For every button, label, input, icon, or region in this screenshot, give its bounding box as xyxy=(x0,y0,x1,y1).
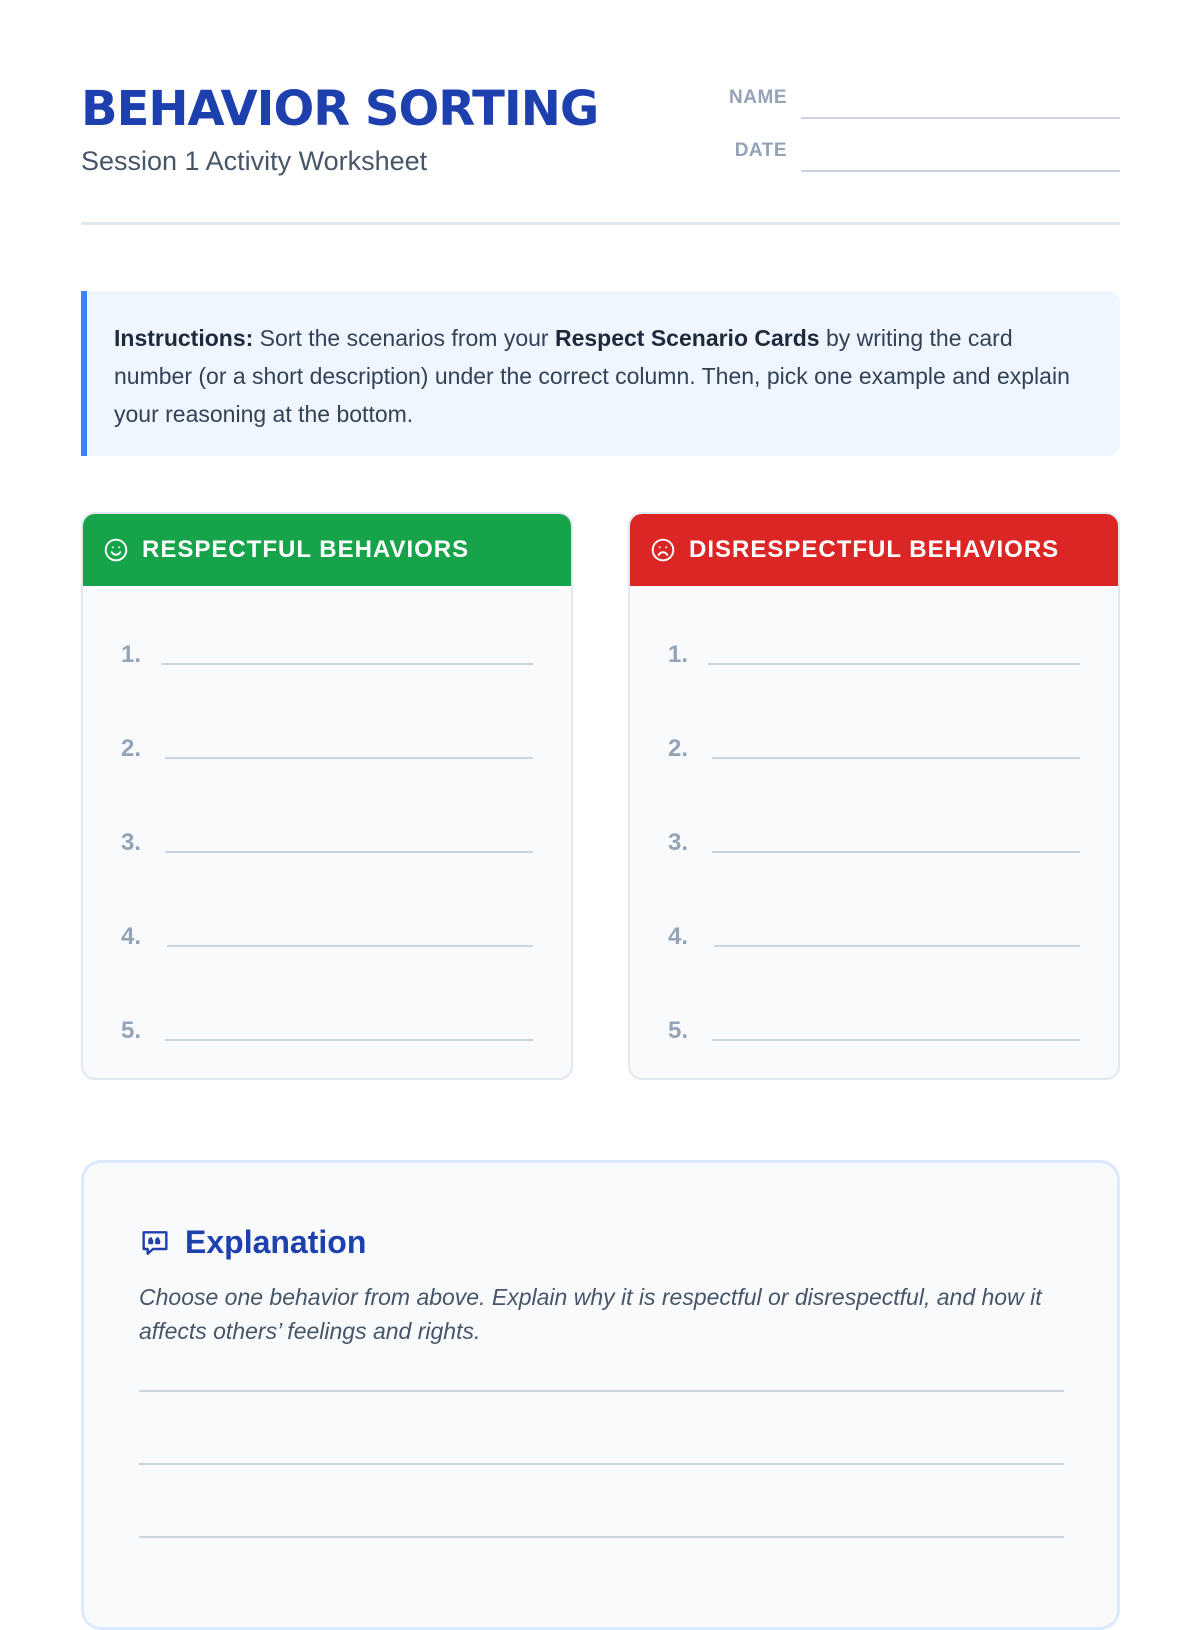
page-subtitle: Session 1 Activity Worksheet xyxy=(81,146,428,176)
disrespectful-column xyxy=(628,512,1120,1080)
item-number: 3. xyxy=(121,829,142,856)
instructions-text-after: by writing the card number (or a short description) under the correct column. Then, pick one example and explain your reasoning at the bottom. xyxy=(114,325,1070,427)
item-number: 3. xyxy=(668,829,689,856)
explanation-line[interactable] xyxy=(139,1390,1064,1392)
item-number: 5. xyxy=(668,1017,689,1044)
answer-line[interactable] xyxy=(708,663,1080,665)
list-item[interactable] xyxy=(668,724,1080,764)
disrespectful-header xyxy=(630,514,1118,586)
answer-line[interactable] xyxy=(714,945,1080,947)
name-label: NAME xyxy=(729,87,787,108)
instructions-emphasis: Respect Scenario Cards xyxy=(554,325,820,351)
answer-line[interactable] xyxy=(712,757,1080,759)
answer-line[interactable] xyxy=(165,1039,533,1041)
name-field[interactable] xyxy=(715,85,1120,121)
answer-line[interactable] xyxy=(161,663,533,665)
worksheet-header xyxy=(81,0,1120,225)
item-number: 2. xyxy=(668,735,689,762)
instructions-text-before: Sort the scenarios from your xyxy=(253,325,555,351)
list-item[interactable] xyxy=(668,1006,1080,1046)
answer-line[interactable] xyxy=(167,945,533,947)
list-item[interactable] xyxy=(668,912,1080,952)
answer-line[interactable] xyxy=(165,851,533,853)
instructions-lead: Instructions: xyxy=(114,325,254,351)
instructions-text xyxy=(114,319,1080,433)
item-number: 4. xyxy=(668,923,689,950)
respectful-column xyxy=(81,512,573,1080)
explanation-heading xyxy=(139,1224,366,1261)
list-item[interactable] xyxy=(121,912,533,952)
date-input-line[interactable] xyxy=(801,170,1120,172)
name-input-line[interactable] xyxy=(801,117,1120,119)
explanation-box xyxy=(81,1160,1120,1630)
respectful-title: RESPECTFUL BEHAVIORS xyxy=(142,536,470,563)
item-number: 1. xyxy=(668,641,689,668)
worksheet-page xyxy=(81,0,1120,1600)
page-title: BEHAVIOR SORTING xyxy=(81,81,599,137)
explanation-title: Explanation xyxy=(185,1224,367,1260)
list-item[interactable] xyxy=(668,630,1080,670)
explanation-line[interactable] xyxy=(139,1536,1064,1538)
disrespectful-title: DISRESPECTFUL BEHAVIORS xyxy=(689,536,1060,563)
list-item[interactable] xyxy=(668,818,1080,858)
date-field[interactable] xyxy=(715,138,1120,174)
instructions-box xyxy=(81,291,1120,456)
quote-icon xyxy=(139,1227,171,1259)
smile-icon xyxy=(103,537,129,563)
explanation-prompt: Choose one behavior from above. Explain why it is respectful or disrespectful, and how it affects others’ feelings and rights. xyxy=(139,1284,1042,1344)
explanation-line[interactable] xyxy=(139,1463,1064,1465)
list-item[interactable] xyxy=(121,724,533,764)
answer-line[interactable] xyxy=(712,1039,1080,1041)
respectful-header xyxy=(83,514,571,586)
item-number: 1. xyxy=(121,641,142,668)
answer-line[interactable] xyxy=(165,757,533,759)
item-number: 5. xyxy=(121,1017,142,1044)
item-number: 4. xyxy=(121,923,142,950)
item-number: 2. xyxy=(121,735,142,762)
list-item[interactable] xyxy=(121,818,533,858)
answer-line[interactable] xyxy=(712,851,1080,853)
list-item[interactable] xyxy=(121,1006,533,1046)
frown-icon xyxy=(650,537,676,563)
list-item[interactable] xyxy=(121,630,533,670)
date-label: DATE xyxy=(734,140,787,161)
